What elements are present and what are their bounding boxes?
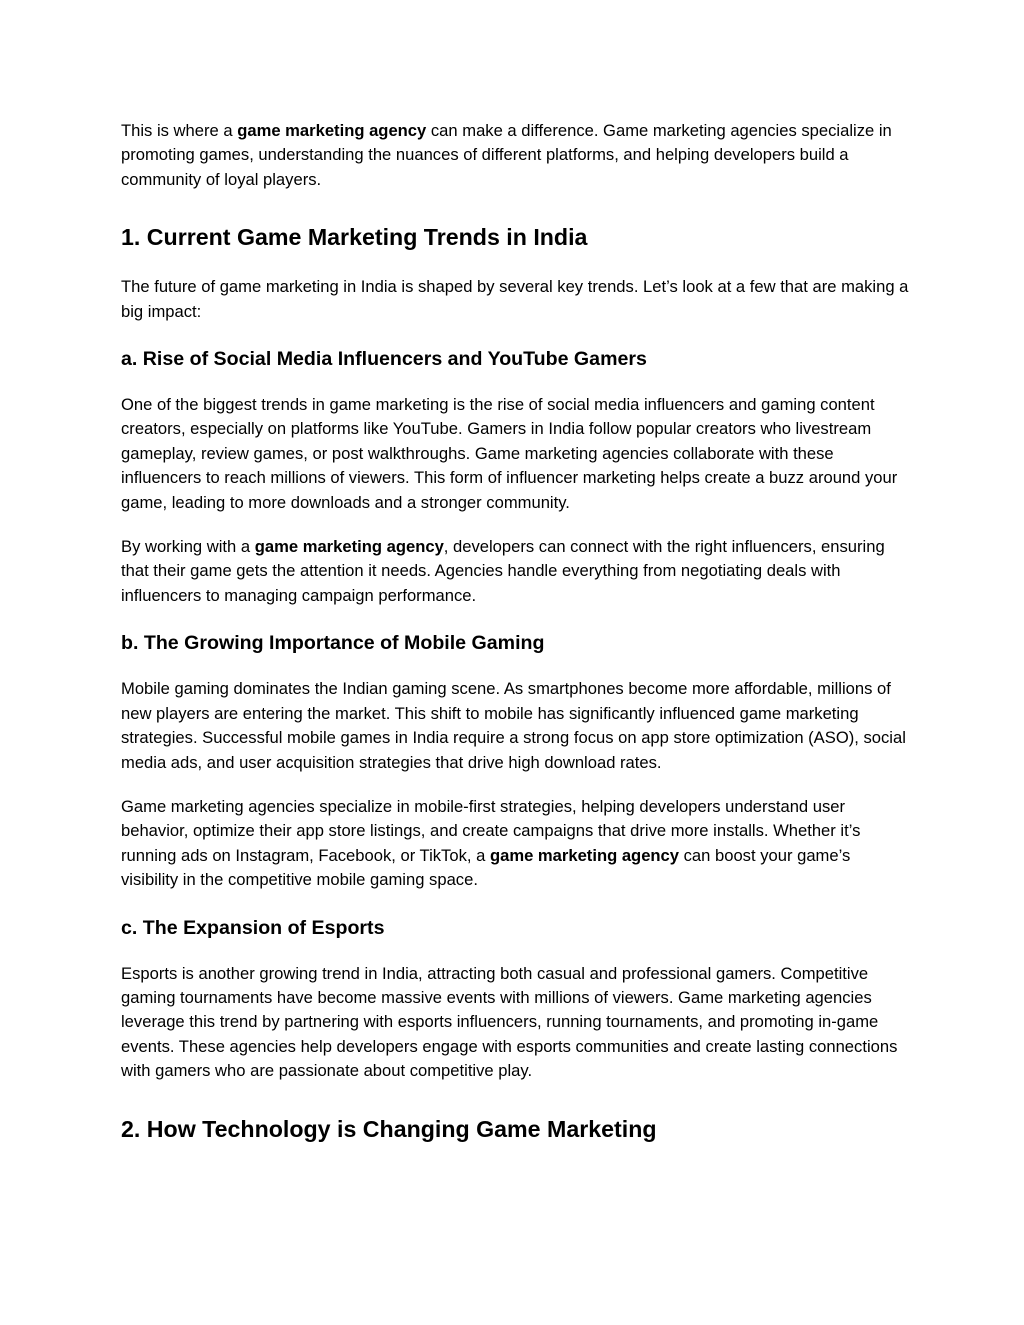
- section-2-heading: 2. How Technology is Changing Game Marketing: [121, 1115, 657, 1142]
- subsection-c-heading: c. The Expansion of Esports: [121, 916, 385, 939]
- section-1-heading: 1. Current Game Marketing Trends in India: [121, 224, 588, 251]
- intro-text-start: This is where a: [121, 121, 238, 140]
- document-page: [121, 119, 911, 1144]
- subsection-b-p2-bold-phrase: game marketing agency: [489, 845, 680, 865]
- subsection-a-p2-bold-phrase: game marketing agency: [254, 537, 444, 557]
- subsection-c-paragraph-1: Esports is another growing trend in India, attracting both casual and professional gamers. Competitive gaming tournaments have become massive events with millions of viewers. Game marketing agencies leverage this trend by partnering with esports influencers, running tournaments, and promoting in-game events. These agencies help developers engage with esports communities and create lasting connections with gamers who are passionate about competitive play.: [121, 963, 898, 1081]
- section-1-intro: The future of game marketing in India is shaped by several key trends. Let’s look at a few that are making a big impact:: [121, 277, 909, 321]
- subsection-a-heading: a. Rise of Social Media Influencers and YouTube Gamers: [121, 348, 647, 371]
- intro-paragraph: [121, 119, 911, 192]
- subsection-a-paragraph-1: One of the biggest trends in game marketing is the rise of social media influencers and gaming content creators, especially on platforms like YouTube. Gamers in India follow popular creators who livestream gameplay, review games, or post walkthroughs. Game marketing agencies collaborate with these influencers to reach millions of viewers. This form of influencer marketing helps create a buzz around your game, leading to more downloads and a stronger community.: [121, 395, 898, 512]
- subsection-b-p2-text-end: can boost your game’s visibility in the competitive mobile gaming space.: [121, 845, 851, 890]
- subsection-b-paragraph-2: [121, 795, 911, 893]
- subsection-a-p2-text-start: By working with a: [121, 537, 255, 557]
- subsection-b-paragraph-1: Mobile gaming dominates the Indian gaming scene. As smartphones become more affordable, millions of new players are entering the market. This shift to mobile has significantly influenced game marketing strategies. Successful mobile games in India require a strong focus on app store optimization (ASO), social media ads, and user acquisition strategies that drive high download rates.: [121, 679, 906, 772]
- subsection-b-heading: b. The Growing Importance of Mobile Gaming: [121, 632, 545, 655]
- subsection-b-p2-text-start: Game marketing agencies specialize in mobile-first strategies, helping developers understand user behavior, optimize their app store listings, and create campaigns that drive more installs. Whether it’s running ads on Instagram, Facebook, or TikTok, a: [121, 796, 861, 865]
- intro-text-end: can make a difference. Game marketing agencies specialize in promoting games, understanding the nuances of different platforms, and helping developers build a community of loyal players.: [121, 121, 892, 189]
- subsection-a-paragraph-2: [121, 535, 911, 608]
- intro-bold-phrase: game marketing agency: [237, 121, 427, 140]
- subsection-a-p2-text-end: , developers can connect with the right influencers, ensuring that their game gets the attention it needs. Agencies handle everything from negotiating deals with influencers to managing campaign performance.: [121, 537, 885, 605]
